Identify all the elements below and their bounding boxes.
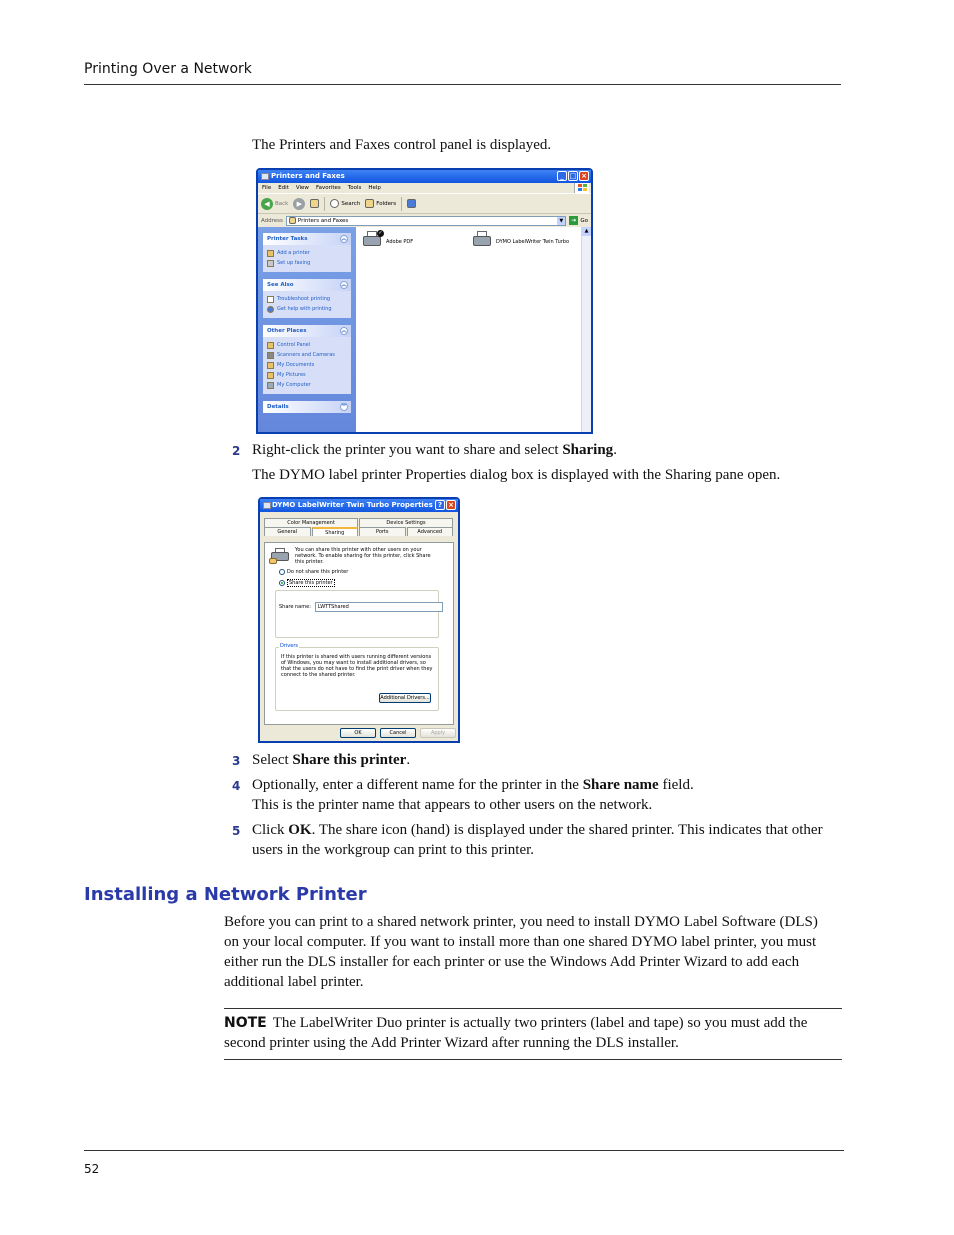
dialog-body: [260, 512, 458, 741]
running-head: Printing Over a Network: [84, 61, 252, 77]
printer-label: Adobe PDF: [386, 239, 414, 245]
tab-color-management[interactable]: Color Management: [264, 518, 358, 527]
sharing-intro-text: You can share this printer with other users on your network. To enable sharing for this printer, click Share this printer.: [295, 547, 431, 565]
fax-icon: [267, 260, 274, 267]
address-input[interactable]: [286, 216, 566, 226]
search-button[interactable]: [330, 199, 360, 208]
printers-and-faxes-screenshot: [256, 168, 593, 434]
task-group-see-also: [263, 279, 351, 318]
note-label: NOTE: [224, 1015, 267, 1031]
do-not-share-radio[interactable]: [279, 569, 348, 575]
section-body-line: either run the DLS installer for each printer or use the Windows Add Printer Wizard to add each: [224, 954, 800, 970]
tab-row-top: [264, 518, 454, 527]
back-arrow-icon: ◀: [261, 198, 273, 210]
control-panel-link[interactable]: Control Panel: [263, 340, 351, 350]
section-body-line: Before you can print to a shared network printer, you need to install DYMO Label Software (DLS): [224, 914, 818, 930]
window-titlebar: [258, 170, 591, 183]
collapse-icon[interactable]: ︽: [341, 282, 347, 288]
address-value: Printers and Faxes: [297, 217, 349, 224]
step-2-text: Right-click the printer you want to share and select Sharing.: [252, 442, 617, 458]
menu-favorites[interactable]: Favorites: [315, 185, 341, 191]
search-label: Search: [341, 200, 361, 207]
add-a-printer-link[interactable]: Add a printer: [263, 248, 351, 258]
step-5-text: Click OK. The share icon (hand) is displayed under the shared printer. This indicates that other: [252, 822, 823, 838]
task-group-header[interactable]: Printer Tasks ︽: [263, 233, 351, 245]
printer-label: DYMO LabelWriter Twin Turbo: [496, 239, 570, 245]
step-4-line-2: This is the printer name that appears to other users on the network.: [252, 797, 653, 813]
step-4-text: Optionally, enter a different name for the printer in the Share name field.: [252, 777, 694, 793]
share-name-input[interactable]: LWTTShared: [315, 602, 443, 612]
views-icon[interactable]: [407, 199, 416, 208]
tab-device-settings[interactable]: Device Settings: [359, 518, 453, 527]
step-number: 5: [232, 824, 241, 838]
printer-folder-icon: [289, 217, 296, 224]
tab-ports[interactable]: Ports: [359, 527, 406, 536]
dialog-controls: [435, 500, 456, 510]
share-this-printer-radio[interactable]: [279, 579, 335, 587]
printers-list: [356, 227, 581, 432]
maximize-icon[interactable]: □: [569, 172, 577, 180]
ok-button[interactable]: OK: [340, 728, 376, 738]
folder-icon: [267, 362, 274, 369]
printer-icon: [472, 231, 492, 249]
printer-icon: [263, 502, 271, 509]
section-body-line: on your local computer. If you want to install more than one shared DYMO label printer, you must: [224, 934, 817, 950]
go-label: Go: [580, 217, 588, 224]
section-body-line: additional label printer.: [224, 974, 364, 990]
footer-rule: [84, 1150, 844, 1151]
menu-file[interactable]: File: [262, 185, 272, 191]
scanners-cameras-link[interactable]: Scanners and Cameras: [263, 350, 351, 360]
printer-dymo-twin-turbo[interactable]: [472, 231, 569, 249]
address-bar: [258, 214, 591, 227]
back-label: Back: [275, 200, 289, 207]
help-icon: [267, 296, 274, 303]
collapse-icon[interactable]: ︽: [341, 328, 347, 334]
window-controls: [557, 171, 589, 181]
task-group-printer-tasks: [263, 233, 351, 272]
close-icon[interactable]: ×: [579, 171, 589, 181]
drivers-text: If this printer is shared with users running different versions of Windows, you may want to install additional drivers, so that the users do not have to find the print driver when they connect to the shared printer.: [281, 654, 433, 678]
folders-label: Folders: [376, 200, 397, 207]
close-icon[interactable]: ×: [446, 500, 456, 510]
menu-edit[interactable]: Edit: [278, 185, 289, 191]
apply-button[interactable]: Apply: [420, 728, 456, 738]
camera-icon: [267, 352, 274, 359]
section-heading: Installing a Network Printer: [84, 884, 367, 905]
task-group-header[interactable]: See Also ︽: [263, 279, 351, 291]
header-rule: [84, 84, 841, 85]
dialog-title: DYMO LabelWriter Twin Turbo Properties: [272, 501, 433, 509]
folders-icon: [365, 199, 374, 208]
my-computer-link[interactable]: My Computer: [263, 380, 351, 390]
printer-icon: [362, 231, 382, 249]
add-printer-icon: [267, 250, 274, 257]
windows-logo-icon: [574, 183, 589, 193]
cancel-button[interactable]: Cancel: [380, 728, 416, 738]
tab-advanced[interactable]: Advanced: [407, 527, 454, 536]
drivers-legend: Drivers: [280, 643, 298, 649]
step-number: 4: [232, 779, 241, 793]
task-group-header[interactable]: Other Places ︽: [263, 325, 351, 337]
additional-drivers-button[interactable]: Additional Drivers...: [380, 695, 430, 701]
scroll-up-icon[interactable]: ▲: [582, 227, 591, 236]
intro-text: The Printers and Faxes control panel is displayed.: [252, 137, 552, 153]
my-pictures-link[interactable]: My Pictures: [263, 370, 351, 380]
task-group-details: [263, 401, 351, 413]
toolbar-separator: [401, 197, 402, 211]
toolbar-separator: [324, 197, 325, 211]
share-options-frame: [275, 590, 439, 638]
my-documents-link[interactable]: My Documents: [263, 360, 351, 370]
task-group-other-places: [263, 325, 351, 394]
set-up-faxing-link[interactable]: Set up faxing: [263, 258, 351, 268]
radio-off-icon: [279, 569, 285, 575]
do-not-share-label: Do not share this printer: [287, 569, 349, 575]
collapse-icon[interactable]: ︽: [341, 236, 347, 242]
toolbar: [258, 193, 591, 214]
chevron-down-icon[interactable]: ▼: [557, 217, 565, 225]
share-name-label: Share name:: [279, 604, 311, 610]
address-label: Address: [261, 217, 283, 224]
step-number: 3: [232, 754, 241, 768]
back-button[interactable]: [261, 198, 288, 210]
step-number: 2: [232, 444, 241, 458]
help-icon[interactable]: ?: [435, 500, 445, 510]
folders-button[interactable]: [365, 199, 396, 208]
shared-printer-icon: [271, 548, 289, 564]
share-this-printer-label: Share this printer: [289, 580, 333, 586]
get-help-link[interactable]: Get help with printing: [263, 304, 351, 314]
task-group-header[interactable]: Details ︾: [263, 401, 351, 413]
folder-icon: [261, 173, 269, 180]
menu-tools[interactable]: Tools: [347, 185, 362, 191]
radio-on-icon: [279, 580, 285, 586]
minimize-icon[interactable]: _: [557, 171, 567, 181]
menu-bar: [258, 183, 591, 193]
tab-row-bottom: [264, 527, 454, 536]
default-check-icon: ✓: [378, 230, 383, 236]
note-line-2: second printer using the Add Printer Wizard after running the DLS installer.: [224, 1035, 679, 1051]
help-globe-icon: [267, 306, 274, 313]
share-name-row: [279, 602, 443, 612]
window-title: Printers and Faxes: [271, 172, 345, 180]
dialog-titlebar: [260, 499, 458, 512]
printer-adobe-pdf[interactable]: [362, 231, 413, 249]
step-3-text: Select Share this printer.: [252, 752, 411, 768]
search-icon: [330, 199, 339, 208]
page-number: 52: [84, 1162, 100, 1176]
tab-sharing[interactable]: Sharing: [312, 527, 359, 536]
step-5-line-2: users in the workgroup can print to this printer.: [252, 842, 535, 858]
tab-general[interactable]: General: [264, 527, 311, 536]
sharing-panel: [264, 542, 454, 725]
menu-help[interactable]: Help: [368, 185, 381, 191]
forward-button[interactable]: ▶: [293, 198, 305, 210]
folder-icon: [267, 372, 274, 379]
control-panel-icon: [267, 342, 274, 349]
troubleshoot-printing-link[interactable]: Troubleshoot printing: [263, 294, 351, 304]
up-folder-icon[interactable]: [310, 199, 319, 208]
vertical-scrollbar[interactable]: [581, 227, 591, 432]
computer-icon: [267, 382, 274, 389]
tasks-pane: [258, 227, 356, 432]
note-line-1: NOTE The LabelWriter Duo printer is actually two printers (label and tape) so you must add the: [224, 1015, 808, 1031]
expand-icon[interactable]: ︾: [341, 404, 347, 410]
go-arrow-icon: ➔: [571, 217, 577, 224]
menu-view[interactable]: View: [295, 185, 309, 191]
printer-properties-screenshot: [258, 497, 460, 743]
step-2-followup: The DYMO label printer Properties dialog box is displayed with the Sharing pane open.: [252, 467, 781, 483]
go-button[interactable]: [569, 216, 588, 225]
